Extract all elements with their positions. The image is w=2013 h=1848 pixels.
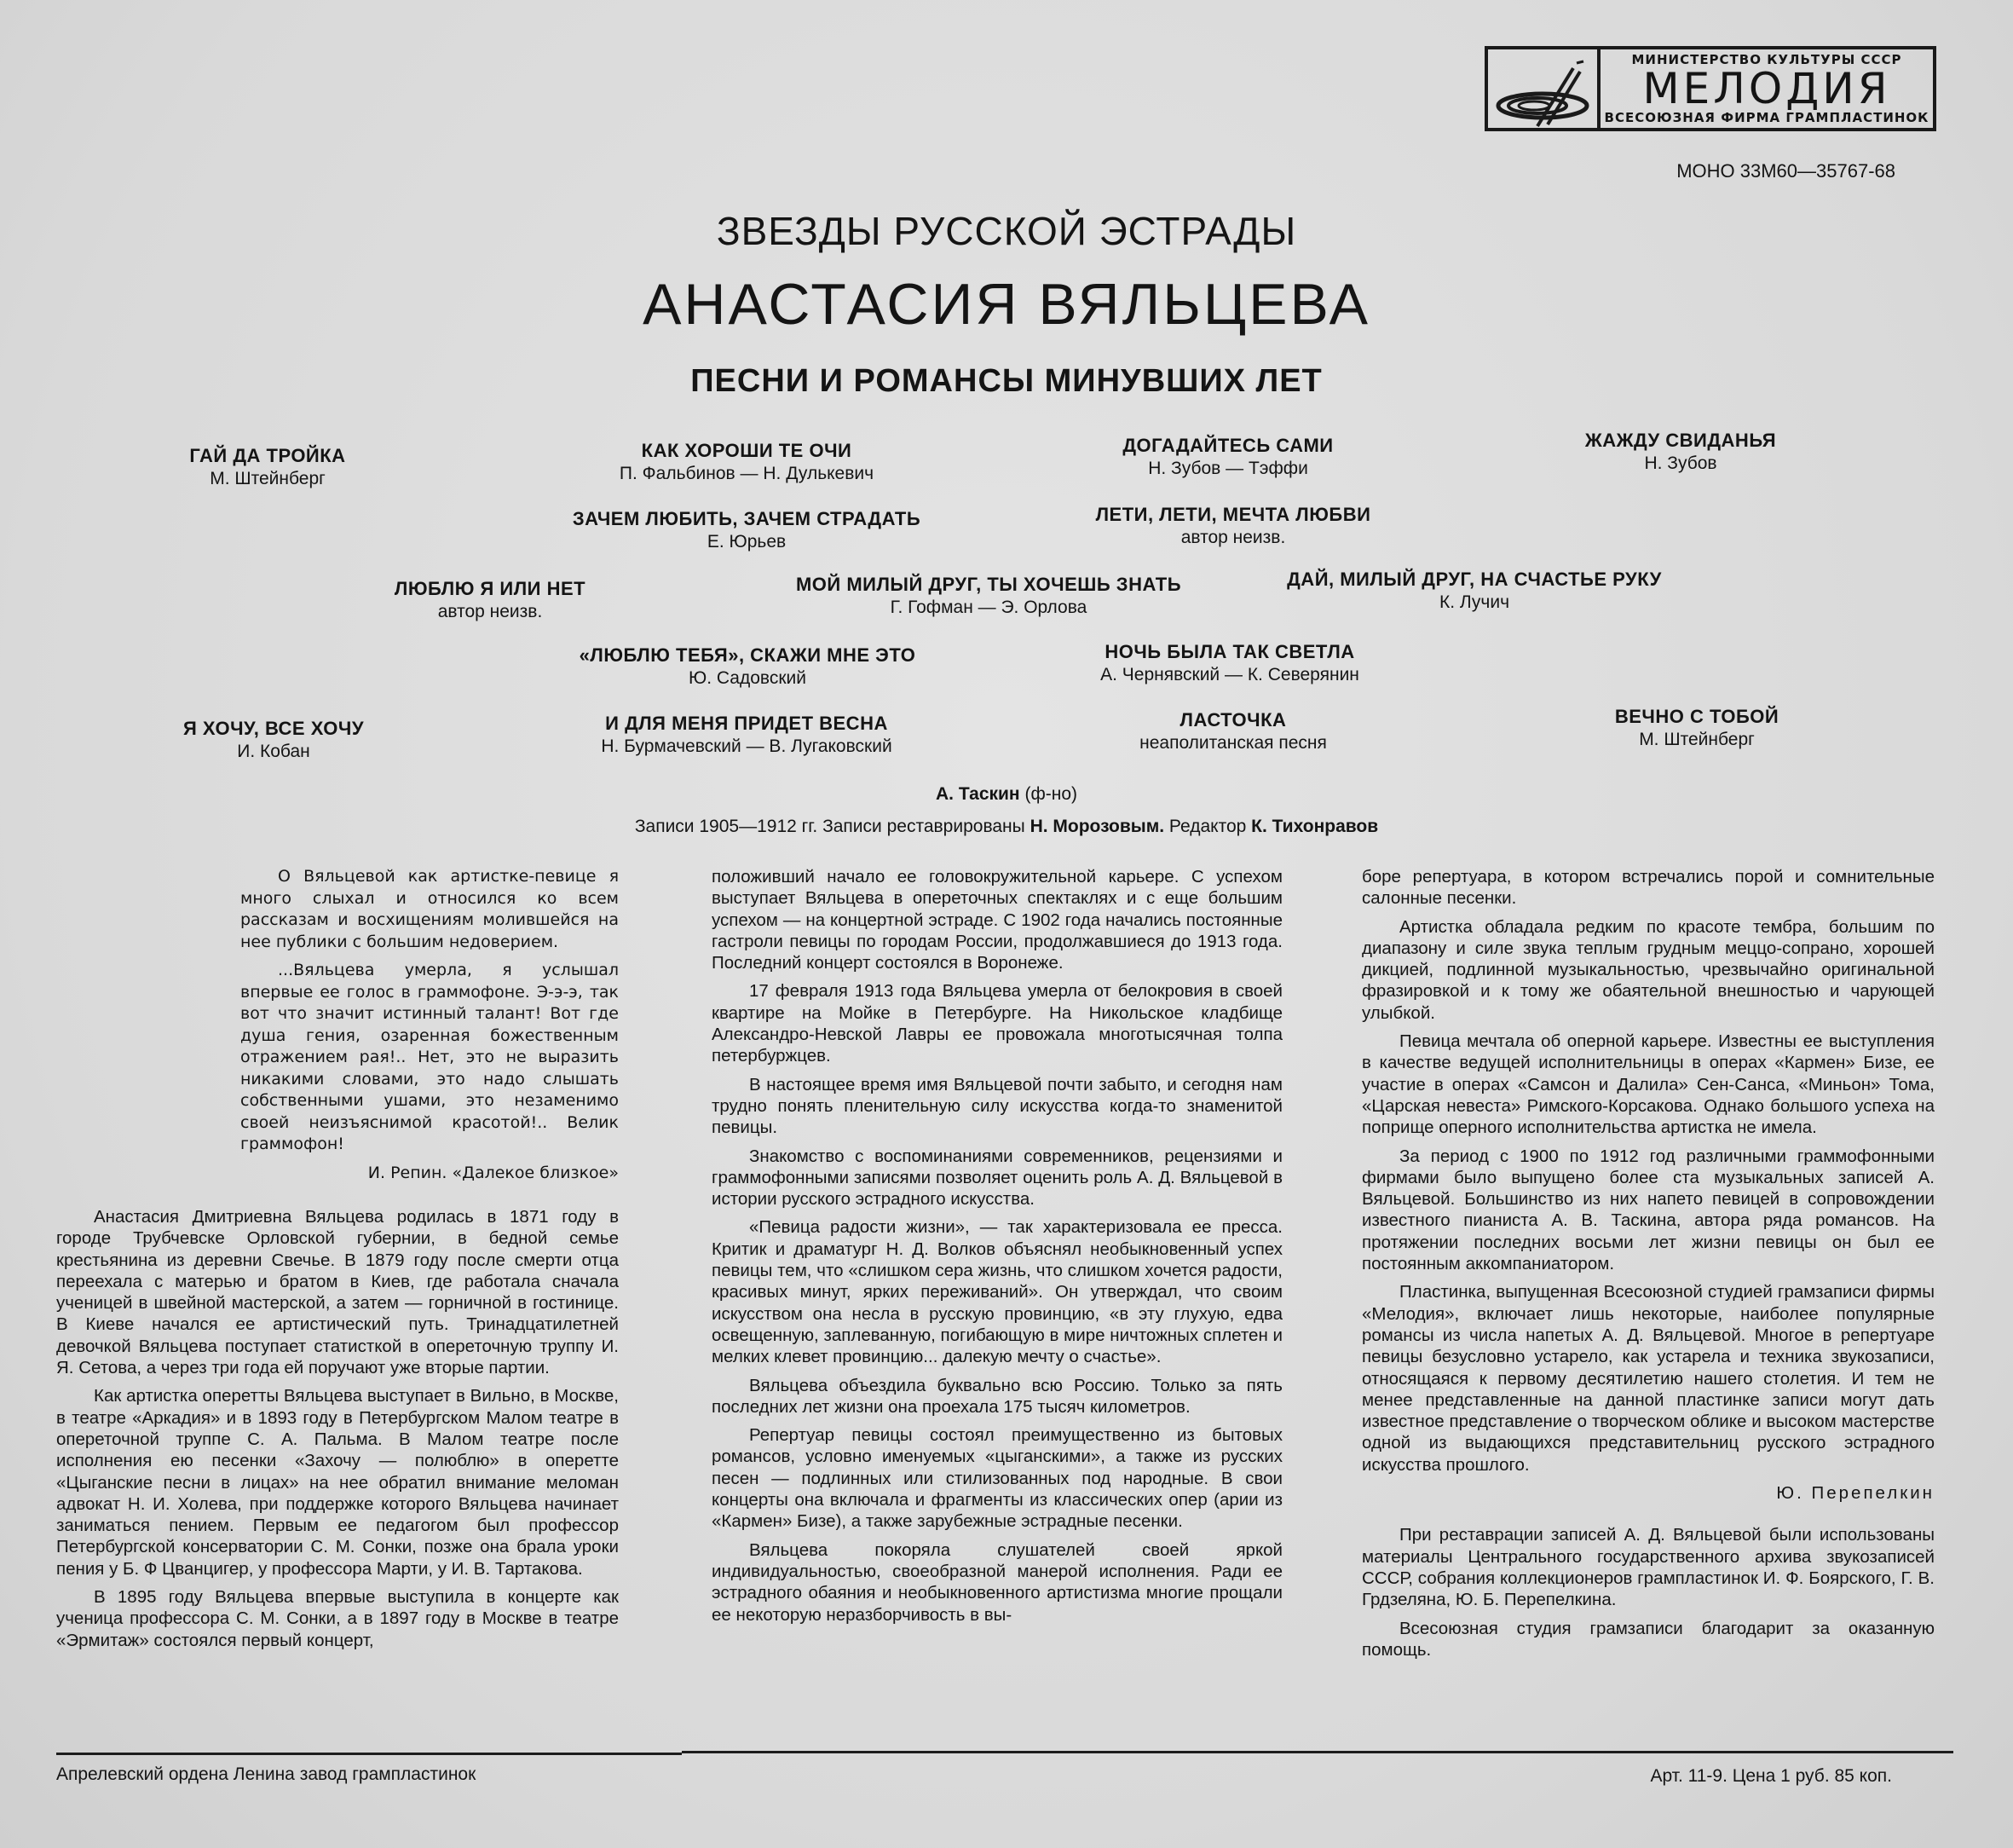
footer-divider: [56, 1753, 682, 1755]
paragraph: 17 февраля 1913 года Вяльцева умерла от белокровия в своей квартире на Мойке в Петербурге. На Никольское кладбище Александро-Невской Лавры ее провожала многотысячная толпа петербуржцев.: [712, 981, 1283, 1066]
track-item: [1100, 641, 1359, 685]
artist-name: АНАСТАСИЯ ВЯЛЬЦЕВА: [643, 272, 1370, 337]
track-author: Е. Юрьев: [707, 532, 787, 552]
editor-name: К. Тихонравов: [1251, 817, 1379, 836]
epigraph-paragraph: О Вяльцевой как артистке-певице я много слыхал и относился ко всем рассказам и восхищениям молившейся на нее публики с большим недоверием.: [240, 867, 619, 951]
track-item: [796, 574, 1181, 618]
paragraph: В 1895 году Вяльцева впервые выступила в концерте как ученица профессора С. М. Сонки, а в 1897 году в Москве в театре «Эрмитаж» состоялся первый концерт,: [56, 1587, 619, 1650]
track-author: Н. Бурмачевский — В. Лугаковский: [601, 736, 892, 756]
paragraph: Пластинка, выпущенная Всесоюзной студией грамзаписи фирмы «Мелодия», включает лишь некоторые, наиболее популярные романсы из числа напетых А. Д. Вяльцевой. Многое в репертуаре певицы безусловно устарело, как устарела и техника звукозаписи, относящаяся к первому десятилетию нашего столетия. И тем не менее представленные на данной пластинке записи могут дать известное представление о творческом облике и высоком мастерстве одной из выдающихся представительниц русского эстрадного искусства прошлого.: [1362, 1282, 1935, 1475]
track-author: автор неизв.: [1180, 528, 1286, 547]
track-item: [580, 644, 916, 689]
melodiya-logo: [1485, 46, 1936, 131]
track-title: ВЕЧНО С ТОБОЙ: [1614, 706, 1779, 727]
track-item: [1585, 430, 1776, 474]
liner-notes-column-2: [712, 866, 1283, 1632]
album-title: ПЕСНИ И РОМАНСЫ МИНУВШИХ ЛЕТ: [690, 363, 1323, 399]
track-author: Н. Зубов: [1644, 453, 1717, 473]
track-item: [1122, 435, 1333, 479]
track-item: [1615, 706, 1779, 750]
brand-name: МЕЛОДИЯ: [1642, 64, 1891, 113]
pianist-role: (ф-но): [1024, 784, 1077, 804]
paragraph: боре репертуара, в котором встречались порой и сомнительные салонные песенки.: [1362, 867, 1935, 909]
track-author: Г. Гофман — Э. Орлова: [890, 598, 1087, 617]
paragraph: При реставрации записей А. Д. Вяльцевой были использованы материалы Центрального государственного архива звукозаписей СССР, собрания коллекционеров грампластинок И. Ф. Боярского, Г. В. Грдзеляна, Ю. Б. Перепелкина.: [1362, 1525, 1935, 1610]
pianist-name: А. Таскин: [936, 784, 1020, 804]
author-signature: Ю. Перепелкин: [1776, 1483, 1935, 1504]
track-title: НОЧЬ БЫЛА ТАК СВЕТЛА: [1105, 641, 1355, 662]
paragraph: Вяльцева объездила буквально всю Россию. Только за пять последних лет жизни она проехала 175 тысяч километров.: [712, 1375, 1283, 1417]
liner-notes-column-1: [56, 866, 619, 1658]
price: Арт. 11-9. Цена 1 руб. 85 коп.: [1650, 1766, 1892, 1786]
epigraph: [240, 866, 619, 1184]
track-item: [1287, 569, 1662, 613]
paragraph: Певица мечтала об оперной карьере. Известны ее выступления в качестве ведущей исполнительницы в операх «Кармен» Бизе, ее участие в операх «Самсон и Далила» Сен-Санса, «Миньон» Тома, «Царская невеста» Римского-Корсакова. Однако большого успеха на поприще оперного исполнительства артистка не имела.: [1362, 1031, 1935, 1138]
track-author: Ю. Садовский: [689, 668, 806, 688]
liner-notes-column-3: [1362, 866, 1935, 1667]
series-title: ЗВЕЗДЫ РУССКОЙ ЭСТРАДЫ: [716, 209, 1297, 253]
footer-divider: [682, 1751, 1953, 1753]
ministry-label: МИНИСТЕРСТВО КУЛЬТУРЫ СССР: [1631, 52, 1902, 67]
track-title: ГАЙ ДА ТРОЙКА: [189, 445, 346, 466]
track-author: К. Лучич: [1439, 592, 1510, 612]
paragraph: В настоящее время имя Вяльцевой почти забыто, и сегодня нам трудно понять пленительную силу искусства когда-то знаменитой певицы.: [712, 1074, 1283, 1138]
track-author: П. Фальбинов — Н. Дулькевич: [619, 464, 874, 483]
paragraph: «Певица радости жизни», — так характеризовала ее пресса. Критик и драматург Н. Д. Волков объяснял необыкновенный успех певицы тем, что «слишком сера жизнь, что слишком хочется радости, красивых минут, ярких переживаний». Он утверждал, что своим искусством она несла в русскую провинцию, «в эту глухую, едва освещенную, заплеванную, погибающую в мире ничтожных сплетен и мелких клевет провинцию... далекую мечту о счастье».: [712, 1217, 1283, 1367]
track-title: «ЛЮБЛЮ ТЕБЯ», СКАЖИ МНЕ ЭТО: [579, 644, 916, 666]
track-title: МОЙ МИЛЫЙ ДРУГ, ТЫ ХОЧЕШЬ ЗНАТЬ: [795, 574, 1182, 595]
track-item: [183, 718, 364, 762]
manufacturer: Апрелевский ордена Ленина завод грампластинок: [56, 1764, 476, 1784]
recordings-text: Записи 1905—1912 гг. Записи реставрированы: [634, 817, 1025, 836]
paragraph: Вяльцева покоряла слушателей своей яркой индивидуальностью, своеобразной манерой исполнения. Ради ее эстрадного обаяния и необыкновенного артистизма многие прощали ее некоторую неразборчивость в вы-: [712, 1539, 1283, 1625]
track-author: Н. Зубов — Тэффи: [1148, 459, 1308, 478]
track-item: [573, 508, 920, 552]
track-title: ЗАЧЕМ ЛЮБИТЬ, ЗАЧЕМ СТРАДАТЬ: [572, 508, 921, 529]
restorer-name: Н. Морозовым.: [1030, 817, 1165, 836]
track-author: И. Кобан: [237, 742, 310, 761]
recording-credit: [0, 817, 2013, 837]
epigraph-paragraph: ...Вяльцева умерла, я услышал впервые ее голос в граммофоне. Э-э-э, так вот что значит истинный талант! Вот где душа гения, озаренная божественным отражением рая!.. Нет, это не выразить никакими словами, это надо слышать собственными ушами, это незаменимо своей неизъяснимой красотой!.. Велик граммофон!: [240, 961, 619, 1153]
track-title: И ДЛЯ МЕНЯ ПРИДЕТ ВЕСНА: [605, 713, 888, 734]
paragraph: Знакомство с воспоминаниями современников, рецензиями и граммофонными записями позволяет оценить роль А. Д. Вяльцевой в истории русского эстрадного искусства.: [712, 1146, 1283, 1210]
paragraph: Артистка обладала редким по красоте тембра, большим по диапазону и силе звука теплым грудным меццо-сопрано, хорошей дикцией, подлинной музыкальностью, чрезвычайно оригинальной фразировкой и к тому же обаятельной внешностью и чарующей улыбкой.: [1362, 916, 1935, 1023]
track-title: ЛАСТОЧКА: [1180, 709, 1287, 731]
track-item: [189, 445, 345, 489]
track-title: ДАЙ, МИЛЫЙ ДРУГ, НА СЧАСТЬЕ РУКУ: [1287, 569, 1662, 590]
company-label: ВСЕСОЮЗНАЯ ФИРМА ГРАМПЛАСТИНОК: [1604, 110, 1929, 125]
paragraph: За период с 1900 по 1912 год различными граммофонными фирмами было выпущено более ста музыкальных записей А. Вяльцевой. Большинство из них напето певицей в сопровождении известного пианиста А. В. Таскина, автора ряда романсов. На протяжении последних восьми лет жизни певицы он был ее постоянным аккомпаниатором.: [1362, 1146, 1935, 1274]
track-title: КАК ХОРОШИ ТЕ ОЧИ: [641, 440, 852, 461]
paragraph: Как артистка оперетты Вяльцева выступает в Вильно, в Москве, в театре «Аркадия» и в 1893 году в Петербургском Малом театре в опереточной труппе С. А. Пальма. В Малом театре после исполнения ею песенки «Захочу — полюблю» в оперетте «Цыганские песни в лицах» на нее обратил внимание меломан адвокат Н. И. Холева, при поддержке которого Вяльцева начинает заниматься пением. Первым ее педагогом был профессор Петербургской консерватории С. М. Сонки, позже она брала уроки пения у Б. Ф Цванцигер, у профессора Марти, у И. В. Тартакова.: [56, 1386, 619, 1579]
track-author: М. Штейнберг: [210, 469, 326, 488]
editor-label: Редактор: [1168, 817, 1247, 836]
track-item: [601, 713, 891, 757]
track-title: ЖАЖДУ СВИДАНЬЯ: [1584, 430, 1777, 451]
track-item: [1139, 709, 1327, 754]
melodiya-logo-icon: [1488, 49, 1601, 128]
track-author: неаполитанская песня: [1139, 733, 1327, 753]
paragraph: Репертуар певицы состоял преимущественно из бытовых романсов, условно именуемых «цыганскими», а также из русских песен — подлинных или стилизованных под народные. В свои концерты она включала и фрагменты из классических опер (арии из «Кармен» Бизе), а также зарубежные эстрадные песенки.: [712, 1425, 1283, 1532]
track-title: Я ХОЧУ, ВСЕ ХОЧУ: [182, 718, 365, 739]
track-title: ДОГАДАЙТЕСЬ САМИ: [1122, 435, 1334, 456]
paragraph: Анастасия Дмитриевна Вяльцева родилась в 1871 году в городе Трубчевске Орловской губернии, в бедной семье крестьянина из деревни Свечье. В 1879 году после смерти отца переехала с матерью и братом в Киев, где работала сначала ученицей в швейной мастерской, а затем — горничной в гостинице. В Киеве начался ее артистический путь. Тринадцатилетней девочкой Вяльцева поступает статисткой в опереточную труппу И. Я. Сетова, а через три года ей поручают уже вторые партии.: [56, 1207, 619, 1378]
track-author: А. Чернявский — К. Северянин: [1100, 665, 1359, 684]
track-item: [395, 578, 585, 622]
catalog-number: МОНО 33М60—35767-68: [1676, 160, 1895, 182]
epigraph-attribution: И. Репин. «Далекое близкое»: [367, 1163, 619, 1182]
paragraph: положивший начало ее головокружительной карьере. С успехом выступает Вяльцева в опереточных спектаклях и с еще большим успехом — на концертной эстраде. С 1902 года начались постоянные гастроли певицы по городам России, продолжавшиеся до 1913 года. Последний концерт состоялся в Воронеже.: [712, 867, 1283, 973]
track-author: М. Штейнберг: [1639, 730, 1755, 749]
track-title: ЛЮБЛЮ Я ИЛИ НЕТ: [394, 578, 586, 599]
track-item: [1096, 504, 1371, 548]
track-author: автор неизв.: [437, 602, 543, 621]
paragraph: Всесоюзная студия грамзаписи благодарит за оказанную помощь.: [1362, 1618, 1935, 1660]
track-item: [620, 440, 874, 484]
track-title: ЛЕТИ, ЛЕТИ, МЕЧТА ЛЮБВИ: [1095, 504, 1371, 525]
pianist-credit: [0, 784, 2013, 805]
